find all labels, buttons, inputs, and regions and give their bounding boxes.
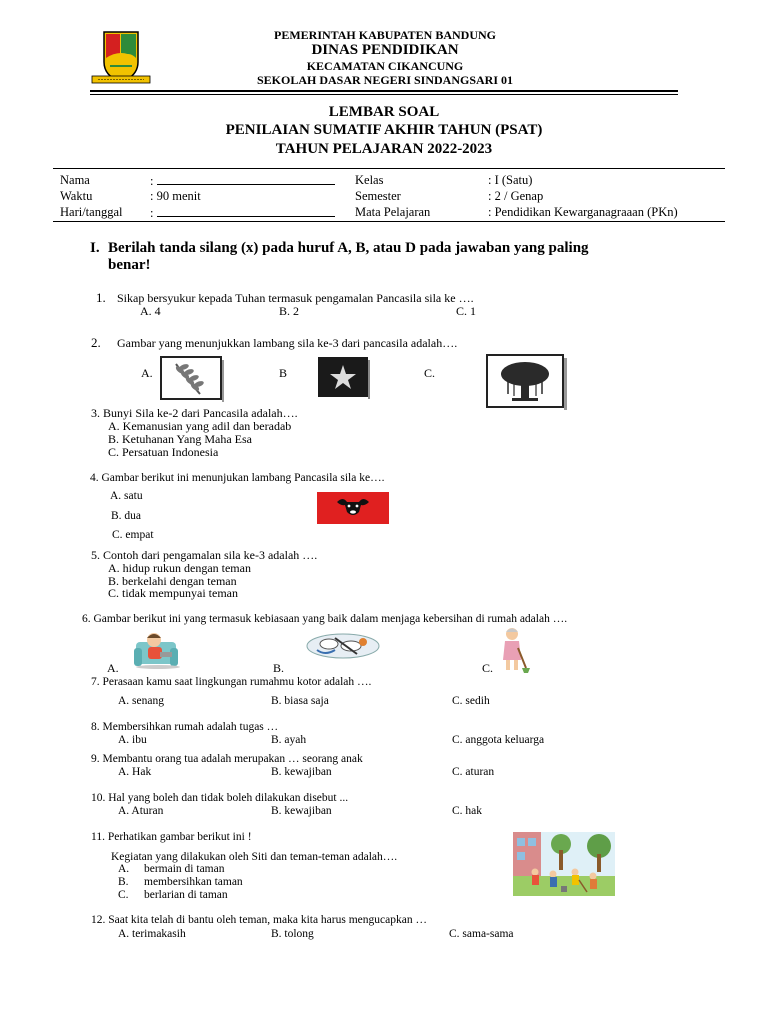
q9-option-a[interactable]: A. Hak [118,766,152,778]
q11-option-b[interactable]: membersihkan taman [144,876,243,888]
bull-head-symbol-image [317,492,389,524]
children-cleaning-park-image [513,832,615,896]
q11-text: 11. Perhatikan gambar berikut ini ! [91,831,252,843]
section-instruction-line2: benar! [108,257,151,273]
q6-option-b[interactable]: B. [273,661,285,675]
header-divider [90,90,678,92]
section-instruction-line1: Berilah tanda silang (x) pada huruf A, B, atau D pada jawaban yang paling [108,240,589,256]
q2-option-b[interactable]: B [279,366,288,380]
q7-option-c[interactable]: C. sedih [452,695,490,707]
woman-sweeping-image [494,626,532,674]
q5-text: 5. Contoh dari pengamalan sila ke-3 adalah …. [91,548,318,562]
title-year: TAHUN PELAJARAN 2022-2023 [275,141,493,157]
q2-number: 2. [91,335,101,350]
header-school: SEKOLAH DASAR NEGERI SINDANGSARI 01 [256,73,514,87]
field-nama[interactable] [150,173,335,189]
q8-text: 8. Membersihkan rumah adalah tugas … [91,721,279,733]
q7-text: 7. Perasaan kamu saat lingkungan rumahmu kotor adalah …. [91,676,372,688]
header-government: PEMERINTAH KABUPATEN BANDUNG [273,28,496,42]
q2-option-a[interactable]: A. [141,366,153,380]
q2-text: Gambar yang menunjukkan lambang sila ke-3 dari pancasila adalah…. [117,336,458,350]
q4-option-c[interactable]: C. empat [112,529,154,541]
q5-option-b[interactable]: B. berkelahi dengan teman [108,574,237,588]
value-mata-pelajaran: : Pendidikan Kewarganagraaan (PKn) [488,205,678,219]
q12-option-a[interactable]: A. terimakasih [118,928,186,940]
label-kelas: Kelas [355,173,384,187]
rice-cotton-symbol-image [160,356,224,402]
header-department: DINAS PENDIDIKAN [311,42,459,58]
q1-option-b[interactable]: B. 2 [279,304,300,318]
q5-option-a[interactable]: A. hidup rukun dengan teman [108,561,251,575]
q11-option-a-letter[interactable]: A. [118,863,130,875]
star-symbol-image [318,357,370,399]
q10-option-c[interactable]: C. hak [452,805,483,817]
header-divider-thin [90,94,678,95]
q3-option-c[interactable]: C. Persatuan Indonesia [108,445,219,459]
q2-option-c[interactable]: C. [424,366,436,380]
q3-option-a[interactable]: A. Kemanusian yang adil dan beradab [108,419,292,433]
q6-option-a[interactable]: A. [107,661,119,675]
school-district-logo [90,28,152,86]
q8-option-a[interactable]: A. ibu [118,734,147,746]
field-hari-tanggal[interactable] [150,205,335,221]
q11-subquestion: Kegiatan yang dilakukan oleh Siti dan teman-teman adalah…. [111,851,398,863]
hari-blank[interactable] [157,205,335,217]
title-sheet: LEMBAR SOAL [328,104,440,120]
q1-option-a[interactable]: A. 4 [140,304,161,318]
hari-colon: : [150,206,154,220]
q5-option-c[interactable]: C. tidak mempunyai teman [108,586,238,600]
q9-text: 9. Membantu orang tua adalah merupakan … seorang anak [91,753,363,765]
q12-option-c[interactable]: C. sama-sama [449,928,514,940]
label-hari-tanggal: Hari/tanggal [60,205,123,219]
section-number: I. [90,240,100,256]
q1-text: Sikap bersyukur kepada Tuhan termasuk pengamalan Pancasila sila ke …. [117,291,474,305]
q8-option-c[interactable]: C. anggota keluarga [452,734,545,746]
q4-option-b[interactable]: B. dua [111,510,142,522]
value-waktu: : 90 menit [150,189,201,203]
label-semester: Semester [355,189,401,203]
header-district: KECAMATAN CIKANCUNG [306,59,464,73]
q6-text: 6. Gambar berikut ini yang termasuk kebiasaan yang baik dalam menjaga kebersihan di rumah adalah …. [82,613,568,625]
q7-option-a[interactable]: A. senang [118,695,164,707]
messy-dishes-image [305,628,381,660]
q11-option-c[interactable]: berlarian di taman [144,889,228,901]
q10-text: 10. Hal yang boleh dan tidak boleh dilakukan disebut ... [91,792,349,804]
value-semester: : 2 / Genap [488,189,544,203]
q12-option-b[interactable]: B. tolong [271,928,314,940]
q3-option-b[interactable]: B. Ketuhanan Yang Maha Esa [108,432,252,446]
value-kelas: : I (Satu) [488,173,533,187]
q11-option-c-letter[interactable]: C. [118,889,129,901]
q11-option-b-letter[interactable]: B. [118,876,129,888]
nama-blank[interactable] [157,173,335,185]
nama-colon: : [150,174,154,188]
q6-option-c[interactable]: C. [482,661,494,675]
q10-option-a[interactable]: A. Aturan [118,805,164,817]
title-assessment: PENILAIAN SUMATIF AKHIR TAHUN (PSAT) [225,122,543,138]
q12-text: 12. Saat kita telah di bantu oleh teman, maka kita harus mengucapkan … [91,914,427,926]
q9-option-c[interactable]: C. aturan [452,766,495,778]
q8-option-b[interactable]: B. ayah [271,734,307,746]
label-mata-pelajaran: Mata Pelajaran [355,205,431,219]
q4-text: 4. Gambar berikut ini menunjukan lambang Pancasila sila ke…. [90,472,385,484]
label-waktu: Waktu [60,189,93,203]
q1-option-c[interactable]: C. 1 [456,304,477,318]
label-nama: Nama [60,173,90,187]
q3-text: 3. Bunyi Sila ke-2 dari Pancasila adalah…. [91,406,298,420]
child-on-sofa-image [132,628,184,670]
q7-option-b[interactable]: B. biasa saja [271,695,329,707]
banyan-tree-symbol-image [486,354,568,410]
q1-number: 1. [96,290,106,305]
q11-option-a[interactable]: bermain di taman [144,863,225,875]
q10-option-b[interactable]: B. kewajiban [271,805,332,817]
q9-option-b[interactable]: B. kewajiban [271,766,332,778]
q4-option-a[interactable]: A. satu [110,490,143,502]
